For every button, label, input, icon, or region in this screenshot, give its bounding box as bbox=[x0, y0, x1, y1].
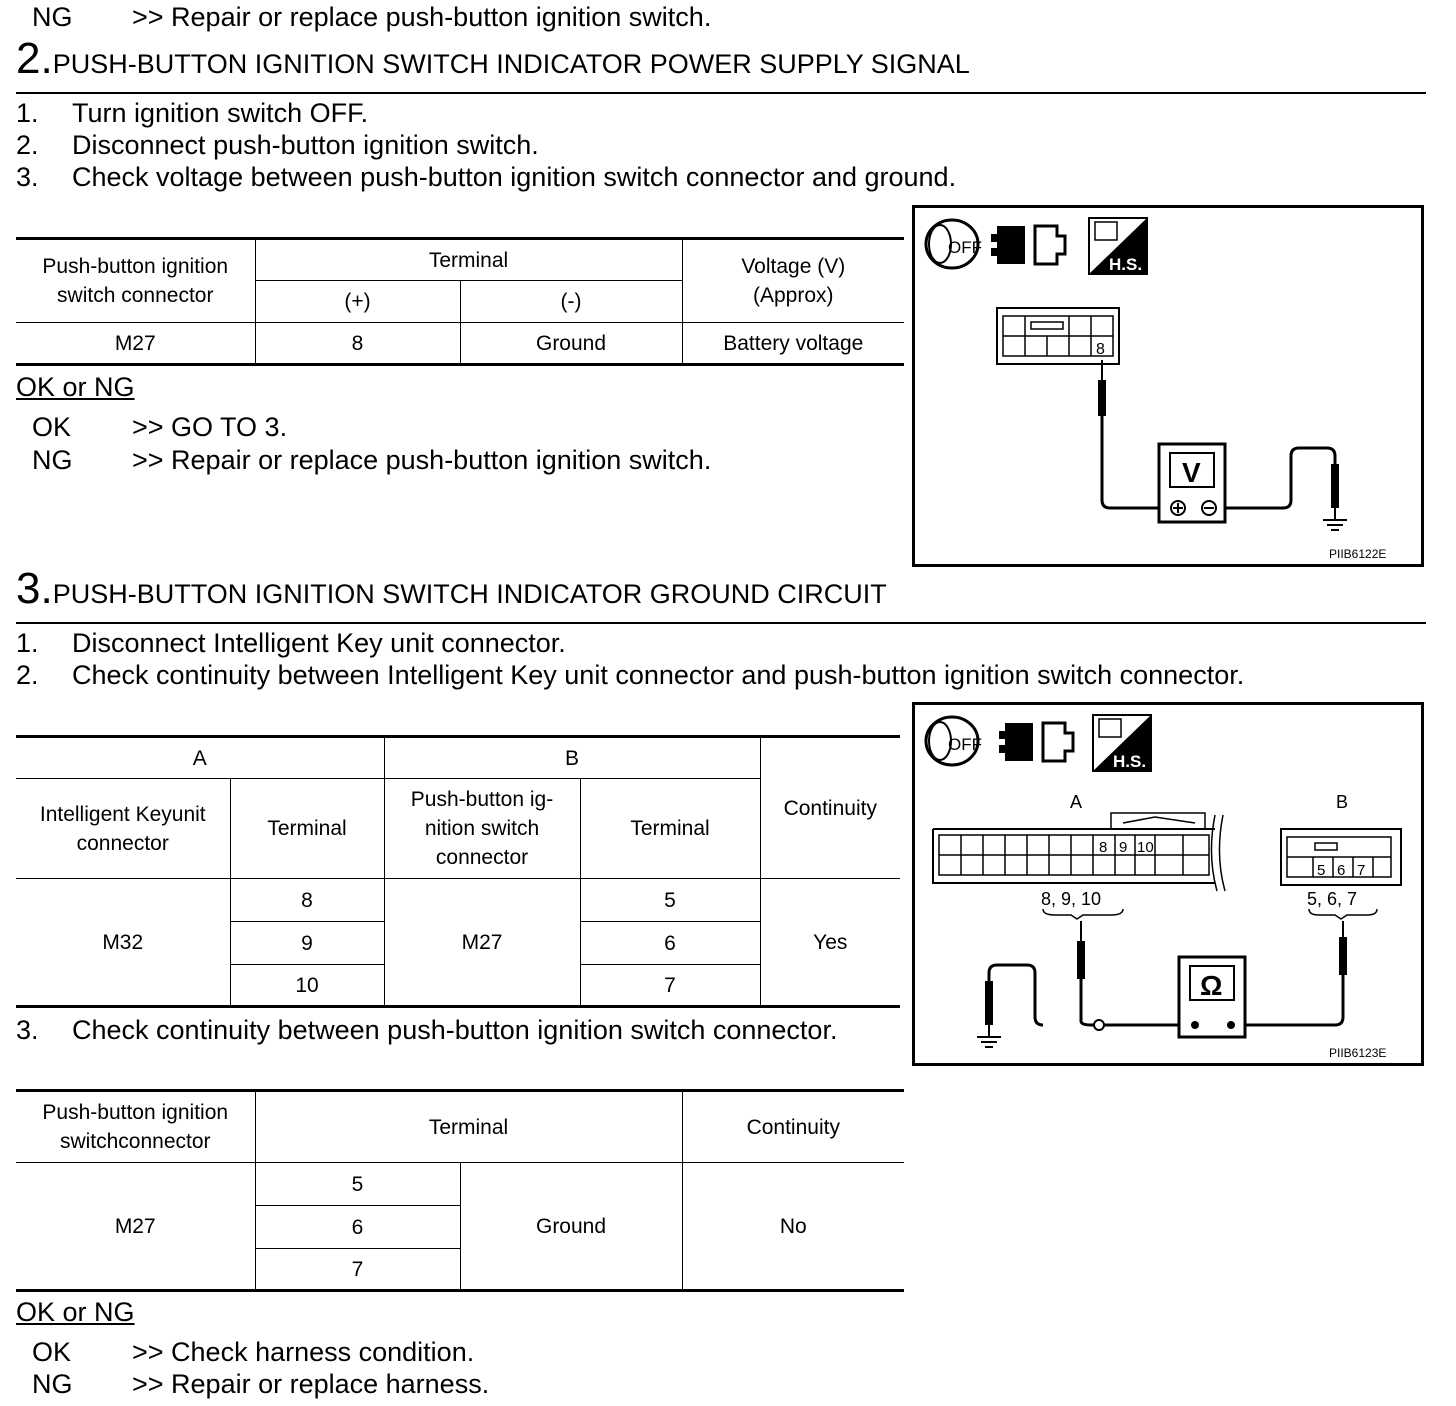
result-key: NG bbox=[32, 445, 73, 475]
voltage-table bbox=[16, 237, 904, 366]
step-text: Turn ignition switch OFF. bbox=[72, 98, 369, 128]
hs-label: H.S. bbox=[1109, 255, 1143, 274]
cell-terminal: 6 bbox=[255, 1206, 460, 1249]
result-text: >> Repair or replace push-button ignition switch. bbox=[132, 445, 712, 475]
section-divider bbox=[16, 622, 1426, 624]
cell-a-terminal: 9 bbox=[230, 922, 384, 965]
step-text: Check continuity between push-button ignition switch connector. bbox=[72, 1015, 838, 1045]
connector-disconnect-icon bbox=[999, 723, 1073, 761]
header-line: switchconnector bbox=[59, 1130, 211, 1153]
ohmmeter-icon bbox=[1179, 957, 1245, 1037]
result-key: OK bbox=[32, 1337, 72, 1367]
figure-id: PIIB6122E bbox=[1329, 547, 1387, 561]
figure-id: PIIB6123E bbox=[1329, 1046, 1387, 1060]
voltage-check-figure bbox=[912, 205, 1424, 567]
connector-b-label: B bbox=[1336, 792, 1349, 812]
header-terminal: Terminal bbox=[255, 239, 682, 281]
cell-b-terminal: 5 bbox=[580, 879, 760, 922]
result-text: >> Check harness condition. bbox=[132, 1337, 475, 1367]
header-continuity: Continuity bbox=[760, 737, 900, 879]
cell-continuity: Yes bbox=[760, 879, 900, 1007]
step-number: 2. bbox=[16, 130, 39, 160]
header-voltage-line1: Voltage (V) bbox=[741, 255, 846, 278]
meter-label: Ω bbox=[1200, 970, 1223, 1001]
header-line: Push-button ignition bbox=[42, 1101, 229, 1124]
header-terminal: Terminal bbox=[255, 1091, 682, 1163]
terminal-group-label: 8, 9, 10 bbox=[1041, 889, 1102, 909]
ok-or-ng-heading: OK or NG bbox=[16, 372, 135, 402]
result-text: >> Repair or replace harness. bbox=[132, 1369, 490, 1399]
section-number: 2. bbox=[16, 34, 53, 83]
cell-voltage: Battery voltage bbox=[682, 323, 904, 365]
cell-continuity: No bbox=[682, 1163, 904, 1291]
connector-a-m32 bbox=[933, 813, 1225, 891]
header-minus: (-) bbox=[460, 281, 682, 323]
section-number: 3. bbox=[16, 564, 53, 613]
harness-side-icon bbox=[1093, 715, 1151, 771]
cell-connector: M27 bbox=[16, 1163, 255, 1291]
cell-terminal: 7 bbox=[255, 1249, 460, 1291]
result-line bbox=[32, 412, 287, 443]
step-number: 2. bbox=[16, 660, 39, 690]
section-title: PUSH-BUTTON IGNITION SWITCH INDICATOR POWER SUPPLY SIGNAL bbox=[52, 49, 970, 79]
header-voltage-line2: (Approx) bbox=[753, 284, 834, 307]
step bbox=[16, 627, 566, 659]
step-number: 1. bbox=[16, 628, 39, 658]
step-number: 3. bbox=[16, 162, 39, 192]
step bbox=[16, 97, 368, 129]
header-connector bbox=[16, 1091, 255, 1163]
connector-b-m27 bbox=[1281, 829, 1401, 885]
result-line bbox=[32, 445, 711, 476]
section-3-heading bbox=[16, 564, 887, 614]
header-continuity: Continuity bbox=[682, 1091, 904, 1163]
step-number: 1. bbox=[16, 98, 39, 128]
section-2-heading bbox=[16, 34, 970, 84]
header-b-connector bbox=[384, 779, 580, 879]
terminal-group-label: 5, 6, 7 bbox=[1307, 889, 1358, 909]
cell-a-terminal: 10 bbox=[230, 965, 384, 1007]
key-label: OFF bbox=[948, 238, 982, 257]
result-key: NG bbox=[32, 1369, 73, 1399]
header-a: A bbox=[192, 746, 207, 770]
harness-side-icon bbox=[1089, 218, 1147, 274]
cell-plus: 8 bbox=[255, 323, 460, 365]
step bbox=[16, 659, 1244, 691]
header-line: Push-button ig- bbox=[410, 788, 554, 811]
step-text: Check voltage between push-button ignition switch connector and ground. bbox=[72, 162, 957, 192]
header-line: nition switch bbox=[424, 817, 540, 840]
meter-label: V bbox=[1182, 457, 1201, 488]
voltmeter-icon bbox=[1159, 444, 1225, 522]
terminal-label: 6 bbox=[1337, 862, 1346, 879]
header-connector: Push-button ignition switch connector bbox=[42, 255, 229, 307]
result-key: NG bbox=[32, 2, 73, 32]
header-line: connector bbox=[435, 846, 529, 869]
cell-b-connector: M27 bbox=[384, 879, 580, 1007]
probe-wiring bbox=[977, 921, 1347, 1047]
header-b-terminal: Terminal bbox=[580, 779, 760, 879]
ignition-key-off-icon bbox=[926, 717, 982, 765]
cell-a-connector: M32 bbox=[16, 879, 230, 1007]
step bbox=[16, 129, 539, 161]
header-plus: (+) bbox=[255, 281, 460, 323]
step-text: Disconnect push-button ignition switch. bbox=[72, 130, 539, 160]
result-line bbox=[32, 1337, 474, 1368]
terminal-label: 8 bbox=[1099, 839, 1108, 856]
ok-or-ng-heading: OK or NG bbox=[16, 1297, 135, 1327]
terminal-label: 5 bbox=[1317, 862, 1326, 879]
wiring-diagram bbox=[915, 705, 1421, 1063]
cell-minus: Ground bbox=[460, 323, 682, 365]
header-a-terminal: Terminal bbox=[230, 779, 384, 879]
hs-label: H.S. bbox=[1113, 752, 1147, 771]
terminal-label: 8 bbox=[1096, 341, 1105, 358]
terminal-label: 7 bbox=[1357, 862, 1366, 879]
header-a-connector: Intelligent Keyunit connector bbox=[16, 779, 230, 879]
result-text: >> GO TO 3. bbox=[132, 412, 288, 442]
connector-m27 bbox=[997, 308, 1119, 364]
wiring-diagram bbox=[915, 208, 1421, 564]
top-result-line bbox=[32, 2, 711, 33]
key-label: OFF bbox=[948, 735, 982, 754]
cell-ground: Ground bbox=[460, 1163, 682, 1291]
cell-a-terminal: 8 bbox=[230, 879, 384, 922]
header-voltage bbox=[682, 239, 904, 323]
cell-b-terminal: 6 bbox=[580, 922, 760, 965]
step bbox=[16, 161, 956, 193]
cell-terminal: 5 bbox=[255, 1163, 460, 1206]
result-key: OK bbox=[32, 412, 72, 442]
section-divider bbox=[16, 92, 1426, 94]
connector-disconnect-icon bbox=[991, 226, 1065, 264]
ignition-key-off-icon bbox=[926, 220, 982, 268]
step-text: Disconnect Intelligent Key unit connector. bbox=[72, 628, 566, 658]
terminal-label: 10 bbox=[1137, 839, 1154, 856]
result-text: >> Repair or replace push-button ignition switch. bbox=[132, 2, 712, 32]
connector-a-label: A bbox=[1070, 792, 1083, 812]
step-text: Check continuity between Intelligent Key unit connector and push-button ignition switch connector. bbox=[72, 660, 1245, 690]
cell-connector: M27 bbox=[16, 323, 255, 365]
cell-b-terminal: 7 bbox=[580, 965, 760, 1007]
header-b: B bbox=[384, 737, 760, 779]
continuity-table-ground bbox=[16, 1089, 904, 1292]
continuity-check-figure bbox=[912, 702, 1424, 1066]
terminal-label: 9 bbox=[1119, 839, 1128, 856]
result-line bbox=[32, 1369, 489, 1400]
continuity-table-a-b bbox=[16, 735, 900, 1008]
step bbox=[16, 1014, 837, 1046]
section-title: PUSH-BUTTON IGNITION SWITCH INDICATOR GROUND CIRCUIT bbox=[52, 579, 887, 609]
step-number: 3. bbox=[16, 1015, 39, 1045]
